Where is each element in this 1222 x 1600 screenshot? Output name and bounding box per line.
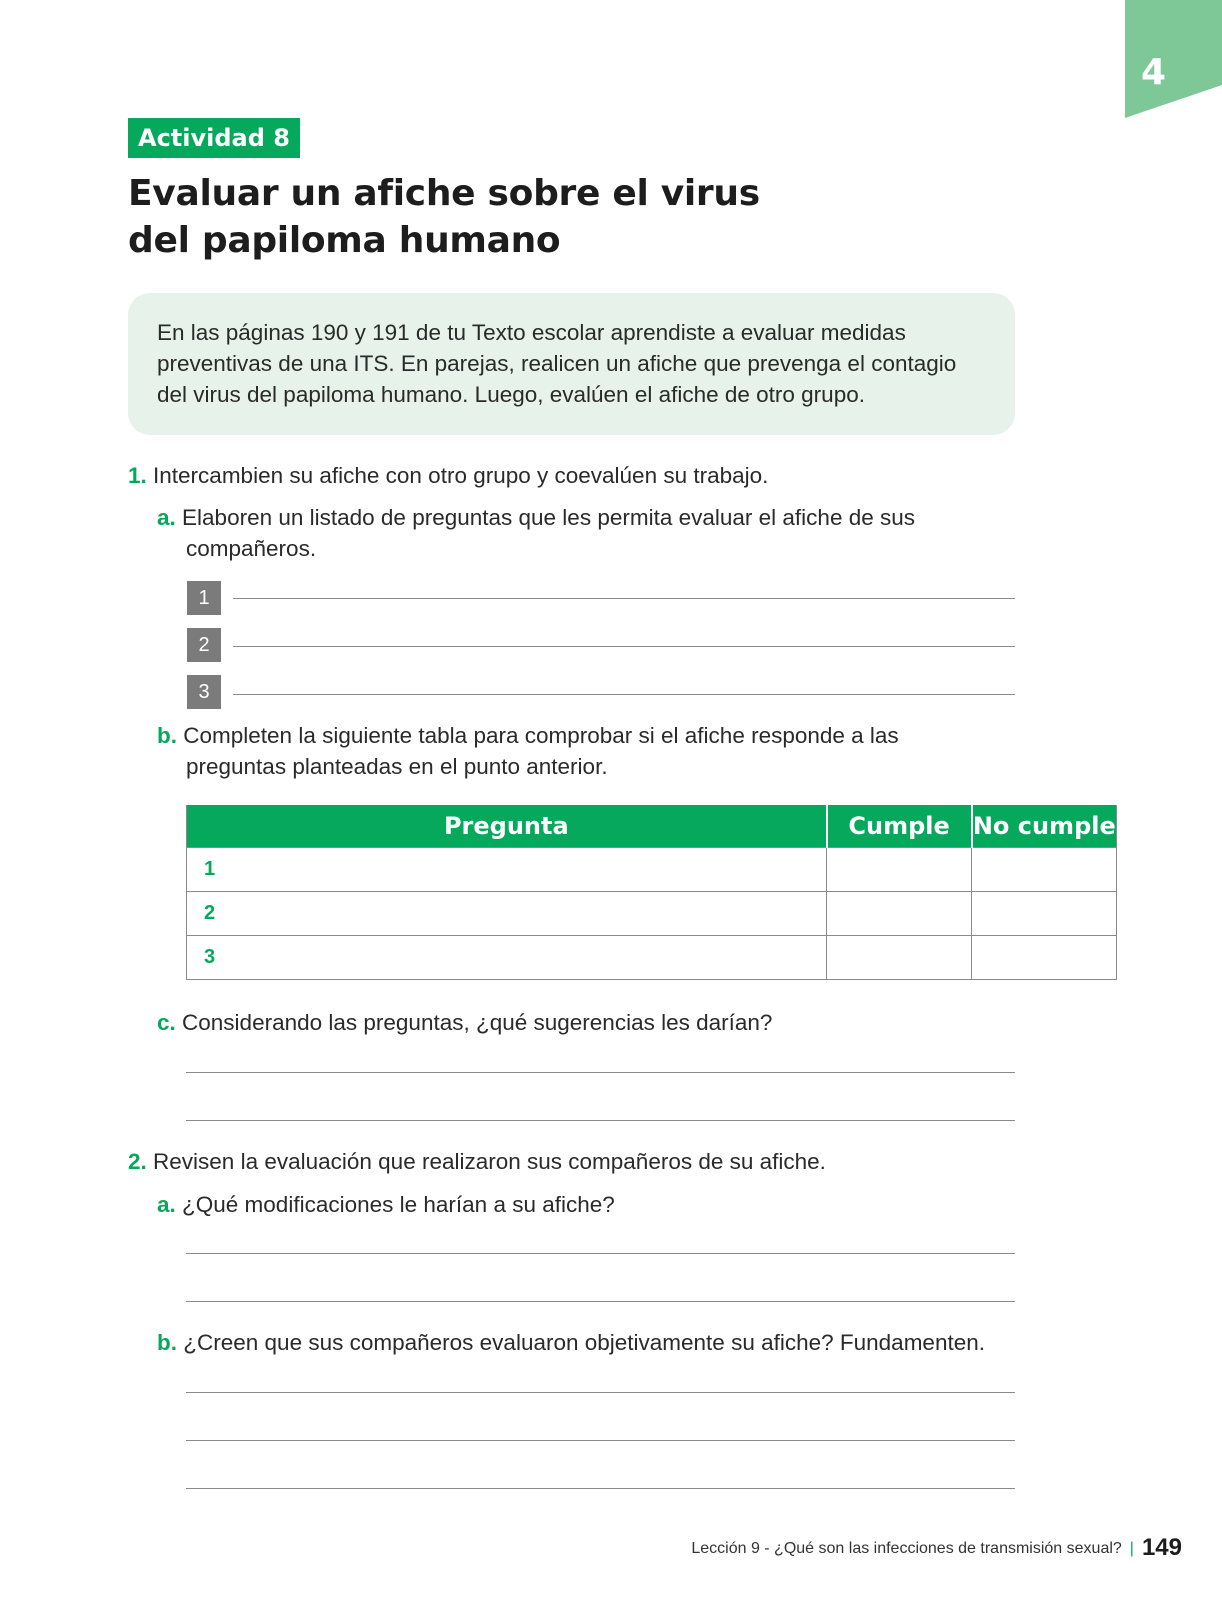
evaluation-table bbox=[186, 805, 1117, 980]
intro-box: En las páginas 190 y 191 de tu Texto escolar aprendiste a evaluar medidas preventivas de una ITS. En parejas, realicen un afiche que prevenga el contagio del virus del papiloma humano. Luego, evalúen el afiche de otro grupo. bbox=[128, 293, 1015, 435]
page-title bbox=[128, 170, 828, 264]
question-text: Intercambien su afiche con otro grupo y coevalúen su trabajo. bbox=[153, 463, 769, 488]
question-cell[interactable]: 2 bbox=[187, 892, 827, 936]
answer-line[interactable] bbox=[186, 1488, 1015, 1489]
list-number-1: 1 bbox=[187, 581, 221, 615]
sub-letter: b. bbox=[157, 1330, 177, 1355]
cumple-cell[interactable] bbox=[827, 892, 972, 936]
no-cumple-cell[interactable] bbox=[972, 936, 1117, 980]
question-2 bbox=[128, 1146, 1028, 1177]
answer-line[interactable] bbox=[186, 1120, 1015, 1121]
sub-text: Elaboren un listado de preguntas que les permita evaluar el afiche de sus compañeros. bbox=[182, 505, 915, 561]
sub-text: ¿Qué modificaciones le harían a su afiche? bbox=[182, 1192, 615, 1217]
sub-letter: a. bbox=[157, 505, 176, 530]
answer-line[interactable] bbox=[186, 1253, 1015, 1254]
activity-badge: Actividad 8 bbox=[128, 118, 300, 158]
question-2a bbox=[157, 1189, 1057, 1220]
answer-line[interactable] bbox=[186, 1440, 1015, 1441]
no-cumple-cell[interactable] bbox=[972, 892, 1117, 936]
list-number-3: 3 bbox=[187, 675, 221, 709]
header-pregunta: Pregunta bbox=[187, 805, 827, 848]
question-cell[interactable]: 3 bbox=[187, 936, 827, 980]
answer-line[interactable] bbox=[233, 646, 1015, 647]
question-number: 1. bbox=[128, 463, 147, 488]
table-header-row bbox=[187, 805, 1117, 848]
answer-line[interactable] bbox=[233, 694, 1015, 695]
answer-line[interactable] bbox=[233, 598, 1015, 599]
question-2b bbox=[157, 1327, 1057, 1358]
header-no-cumple: No cumple bbox=[972, 805, 1117, 848]
sub-letter: b. bbox=[157, 723, 177, 748]
page-footer bbox=[691, 1534, 1182, 1562]
page-number: 149 bbox=[1141, 1534, 1182, 1561]
cumple-cell[interactable] bbox=[827, 936, 972, 980]
answer-line[interactable] bbox=[186, 1392, 1015, 1393]
unit-number: 4 bbox=[1140, 52, 1167, 93]
no-cumple-cell[interactable] bbox=[972, 848, 1117, 892]
question-number: 2. bbox=[128, 1149, 147, 1174]
sub-text: ¿Creen que sus compañeros evaluaron objetivamente su afiche? Fundamenten. bbox=[183, 1330, 985, 1355]
title-line-1: Evaluar un afiche sobre el virus bbox=[128, 173, 760, 214]
list-number-2: 2 bbox=[187, 628, 221, 662]
sub-letter: c. bbox=[157, 1010, 176, 1035]
title-line-2: del papiloma humano bbox=[128, 220, 561, 261]
question-1c bbox=[157, 1007, 1057, 1038]
question-1b bbox=[157, 720, 976, 782]
question-1a bbox=[157, 502, 946, 564]
answer-line[interactable] bbox=[186, 1301, 1015, 1302]
question-text: Revisen la evaluación que realizaron sus compañeros de su afiche. bbox=[153, 1149, 826, 1174]
answer-line[interactable] bbox=[186, 1072, 1015, 1073]
sub-text: Completen la siguiente tabla para comprobar si el afiche responde a las preguntas planteadas en el punto anterior. bbox=[183, 723, 899, 779]
question-cell[interactable]: 1 bbox=[187, 848, 827, 892]
question-1 bbox=[128, 460, 1028, 491]
sub-letter: a. bbox=[157, 1192, 176, 1217]
table-row bbox=[187, 892, 1117, 936]
table-row bbox=[187, 848, 1117, 892]
cumple-cell[interactable] bbox=[827, 848, 972, 892]
footer-separator: | bbox=[1129, 1540, 1134, 1557]
lesson-title: Lección 9 - ¿Qué son las infecciones de transmisión sexual? bbox=[691, 1540, 1122, 1557]
table-row bbox=[187, 936, 1117, 980]
header-cumple: Cumple bbox=[827, 805, 972, 848]
sub-text: Considerando las preguntas, ¿qué sugerencias les darían? bbox=[182, 1010, 773, 1035]
